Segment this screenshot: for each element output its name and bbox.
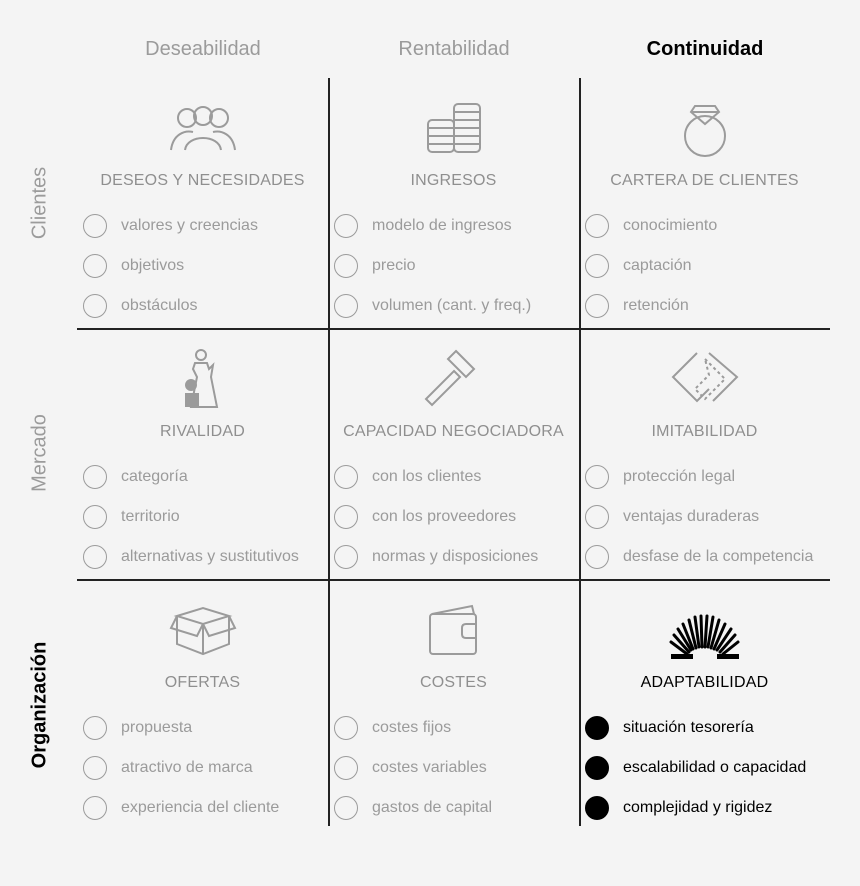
cell-ofertas [77, 580, 328, 830]
checkbox-circle[interactable] [83, 214, 107, 238]
cell-title: RIVALIDAD [159, 423, 246, 440]
list-item[interactable]: escalabilidad o capacidad [583, 748, 830, 788]
wallet-icon [414, 598, 494, 662]
checkbox-circle[interactable] [585, 505, 609, 529]
checkbox-circle[interactable] [585, 254, 609, 278]
list-item[interactable]: normas y disposiciones [332, 537, 579, 577]
checkbox-circle[interactable] [83, 796, 107, 820]
list-item[interactable]: valores y creencias [81, 206, 328, 246]
row-header-organizacion: Organización [28, 641, 51, 769]
list-item[interactable]: volumen (cant. y freq.) [332, 286, 579, 326]
list-item[interactable]: precio [332, 246, 579, 286]
checkbox-circle[interactable] [334, 214, 358, 238]
checkbox-circle[interactable] [585, 756, 609, 780]
list-item[interactable]: protección legal [583, 457, 830, 497]
column-header-deseabilidad: Deseabilidad [145, 38, 261, 60]
list-item[interactable]: retención [583, 286, 830, 326]
cell-deseos-y-necesidades [77, 78, 328, 328]
list-item[interactable]: ventajas duraderas [583, 497, 830, 537]
checkbox-circle[interactable] [585, 796, 609, 820]
list-item[interactable]: gastos de capital [332, 788, 579, 828]
cell-title: DESEOS Y NECESIDADES [100, 172, 305, 189]
cell-capacidad-negociadora [328, 329, 579, 579]
row-header-clientes: Clientes [28, 166, 51, 240]
cell-costes [328, 580, 579, 830]
checkbox-circle[interactable] [334, 545, 358, 569]
cell-cartera-de-clientes [579, 78, 830, 328]
checkbox-circle[interactable] [585, 294, 609, 318]
checkbox-circle[interactable] [585, 214, 609, 238]
cell-title: ADAPTABILIDAD [640, 674, 769, 691]
chess-pieces-icon [163, 347, 243, 411]
checkbox-circle[interactable] [334, 465, 358, 489]
list-item[interactable]: captación [583, 246, 830, 286]
cell-ingresos [328, 78, 579, 328]
coin-stack-icon [414, 96, 494, 160]
checkbox-circle[interactable] [83, 756, 107, 780]
list-item[interactable]: costes variables [332, 748, 579, 788]
list-item[interactable]: situación tesorería [583, 708, 830, 748]
list-item[interactable]: con los proveedores [332, 497, 579, 537]
checkbox-circle[interactable] [334, 796, 358, 820]
open-box-icon [163, 598, 243, 662]
list-item[interactable]: categoría [81, 457, 328, 497]
checkbox-circle[interactable] [334, 294, 358, 318]
cell-title: CARTERA DE CLIENTES [610, 172, 799, 189]
checkbox-circle[interactable] [334, 505, 358, 529]
checkbox-circle[interactable] [83, 254, 107, 278]
list-item[interactable]: objetivos [81, 246, 328, 286]
list-item[interactable]: conocimiento [583, 206, 830, 246]
diamond-ring-icon [665, 96, 745, 160]
checkbox-circle[interactable] [83, 505, 107, 529]
list-item[interactable]: desfase de la competencia [583, 537, 830, 577]
cell-rivalidad [77, 329, 328, 579]
list-item[interactable]: complejidad y rigidez [583, 788, 830, 828]
cell-title: COSTES [420, 674, 487, 691]
column-header-continuidad: Continuidad [646, 38, 764, 60]
checkbox-circle[interactable] [585, 465, 609, 489]
list-item[interactable]: experiencia del cliente [81, 788, 328, 828]
list-item[interactable]: territorio [81, 497, 328, 537]
list-item[interactable]: propuesta [81, 708, 328, 748]
cell-imitabilidad [579, 329, 830, 579]
checkbox-circle[interactable] [83, 716, 107, 740]
list-item[interactable]: obstáculos [81, 286, 328, 326]
checkbox-circle[interactable] [585, 716, 609, 740]
gavel-icon [414, 347, 494, 411]
people-group-icon [163, 96, 243, 160]
checkbox-circle[interactable] [83, 545, 107, 569]
checkbox-circle[interactable] [585, 545, 609, 569]
list-item[interactable]: costes fijos [332, 708, 579, 748]
checkbox-circle[interactable] [334, 254, 358, 278]
list-item[interactable]: con los clientes [332, 457, 579, 497]
list-item[interactable]: modelo de ingresos [332, 206, 579, 246]
list-item[interactable]: atractivo de marca [81, 748, 328, 788]
column-header-rentabilidad: Rentabilidad [398, 38, 510, 60]
checkbox-circle[interactable] [334, 756, 358, 780]
cell-title: IMITABILIDAD [651, 423, 758, 440]
row-header-mercado: Mercado [28, 414, 51, 492]
cell-title: INGRESOS [410, 172, 497, 189]
cell-adaptabilidad [579, 580, 830, 830]
checkbox-circle[interactable] [83, 294, 107, 318]
cell-title: OFERTAS [164, 674, 241, 691]
cell-title: CAPACIDAD NEGOCIADORA [343, 423, 564, 440]
checkbox-circle[interactable] [334, 716, 358, 740]
slinky-spring-icon [665, 598, 745, 662]
list-item[interactable]: alternativas y sustitutivos [81, 537, 328, 577]
checkbox-circle[interactable] [83, 465, 107, 489]
copy-shapes-icon [665, 347, 745, 411]
